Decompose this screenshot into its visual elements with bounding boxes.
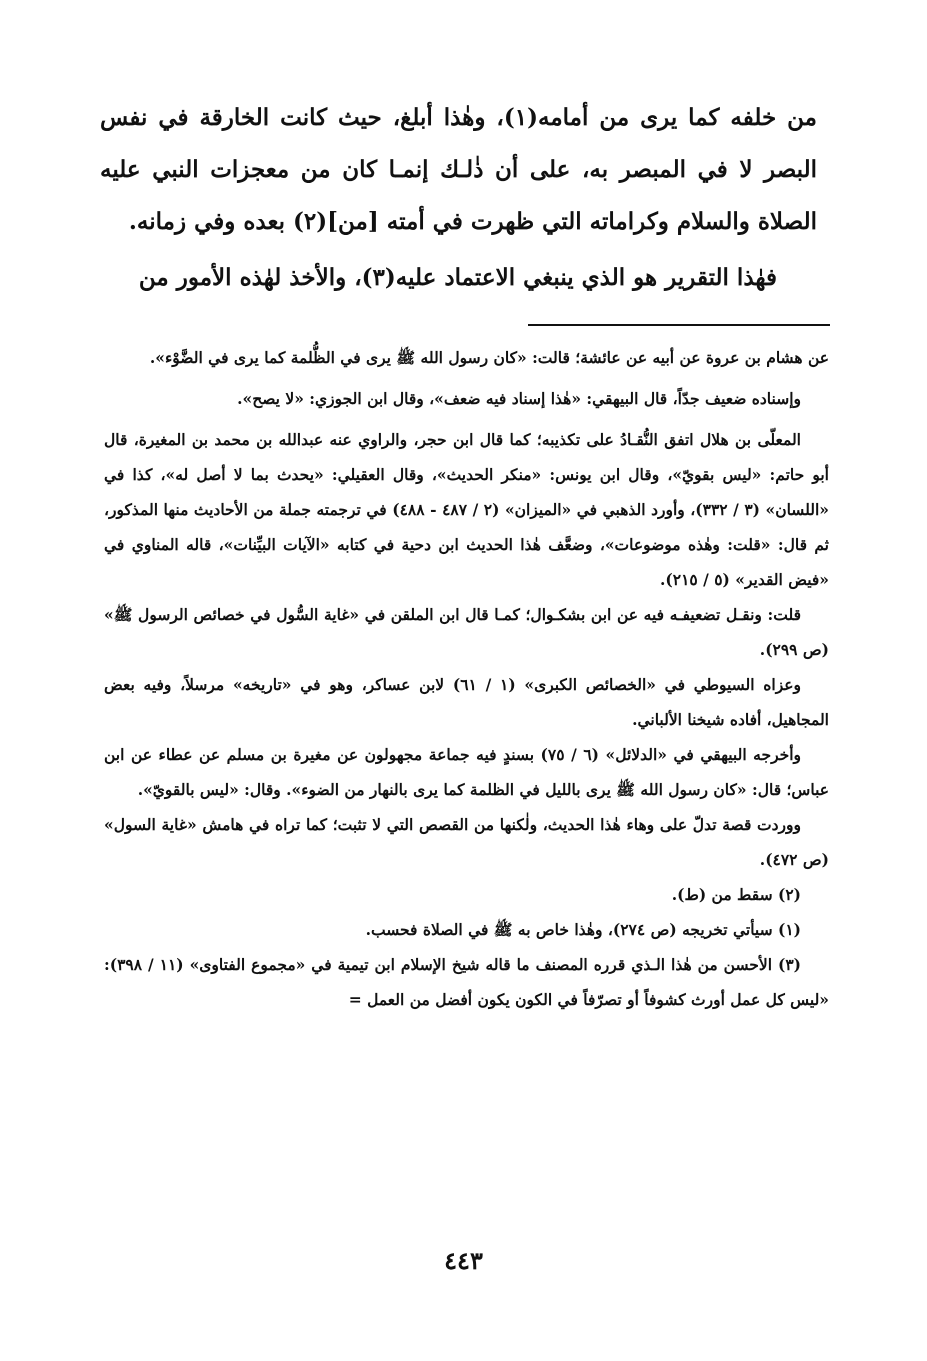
footnote-paragraph: المعلّى بن هلال اتفق النُّقـادُ على تكذيبه؛ كما قال ابن حجر، والراوي عنه عبدالله بن محمد بن المغيرة، قال أبو حاتم: «ليس بقويّ»، وقال ابن يونس: «منكر الحديث»، وقال العقيلي: «يحدث بما لا أصل له»، كذا في «اللسان» (٣ / ٣٣٢)، وأورد الذهبي في «الميزان» (٢ / ٤٨٧ - ٤٨٨) في ترجمته جملة من الأحاديث منها المذكور، ثم قال: «قلت: وهٰذه موضوعات»، وضعَّف هٰذا الحديث ابن دحية في كتابه «الآيات البيِّنات»، قاله المناوي في «فيض القدير» (٥ / ٢١٥).: [104, 430, 829, 589]
main-paragraph-2: فهٰذا التقرير هو الذي ينبغي الاعتماد عليه(٣)، والأخذ لهٰذه الأمور من: [138, 264, 777, 291]
footnote-3: (٣) الأحسن من هٰذا الـذي قرره المصنف ما قاله شيخ الإسلام ابن تيمية في «مجموع الفتاوى» (١١ / ٣٩٨): «ليس كل عمل أورث كشوفاً أو تصرّفاً في الكون يكون أفضل من العمل =: [104, 955, 829, 1009]
main-paragraph-1: من خلفه كما يرى من أمامه(١)، وهٰذا أبلغ، حيث كانت الخارقة في نفس البصر لا في المبصر به، على أن ذٰلـك إنمـا كان من معجزات النبي عليه الصلاة والسلام وكراماته التي ظهرت في أمته [من](٢) بعده وفي زمانه.: [100, 104, 817, 235]
footnote-2: (٢) سقط من (ط).: [671, 885, 801, 904]
footnote-paragraph: وعزاه السيوطي في «الخصائص الكبرى» (١ / ٦١) لابن عساكر، وهو في «تاريخه» مرسلاً، وفيه بعض المجاهيل، أفاده شيخنا الألباني.: [104, 675, 829, 729]
footnote-1: (١) سيأتي تخريجه (ص ٢٧٤)، وهٰذا خاص به ﷺ في الصلاة فحسب.: [365, 920, 801, 939]
footnote-paragraph: قلت: ونقـل تضعيفـه فيه عن ابن بشكـوال؛ كمـا قال ابن الملقن في «غاية السُّول في خصائص الرسول ﷺ» (ص ٢٩٩).: [104, 605, 829, 659]
footnotes: [104, 340, 829, 1017]
footnote-paragraph: ووردت قصة تدلّ على وهاء هٰذا الحديث، ولٰكنها من القصص التي لا تثبت؛ كما تراه في هامش «غاية السول» (ص ٤٧٢).: [104, 815, 829, 869]
footnote-separator: [528, 324, 830, 326]
footnote-paragraph: وأخرجه البيهقي في «الدلائل» (٦ / ٧٥) بسندٍ فيه جماعة مجهولون عن مغيرة بن مسلم عن عطاء عن ابن عباس؛ قال: «كان رسول الله ﷺ يرى بالليل في الظلمة كما يرى بالنهار من الضوء». وقال: «ليس بالقويّ».: [104, 745, 829, 799]
footnote-paragraph: وإسناده ضعيف جدّاً، قال البيهقي: «هٰذا إسناد فيه ضعف»، وقال ابن الجوزي: «لا يصح».: [237, 389, 801, 408]
main-text: [100, 92, 817, 304]
footnote-paragraph: عن هشام بن عروة عن أبيه عن عائشة؛ قالت: «كان رسول الله ﷺ يرى في الظُّلمة كما يرى في الضَّوْء».: [149, 348, 829, 367]
page-number: ٤٤٣: [444, 1246, 483, 1275]
